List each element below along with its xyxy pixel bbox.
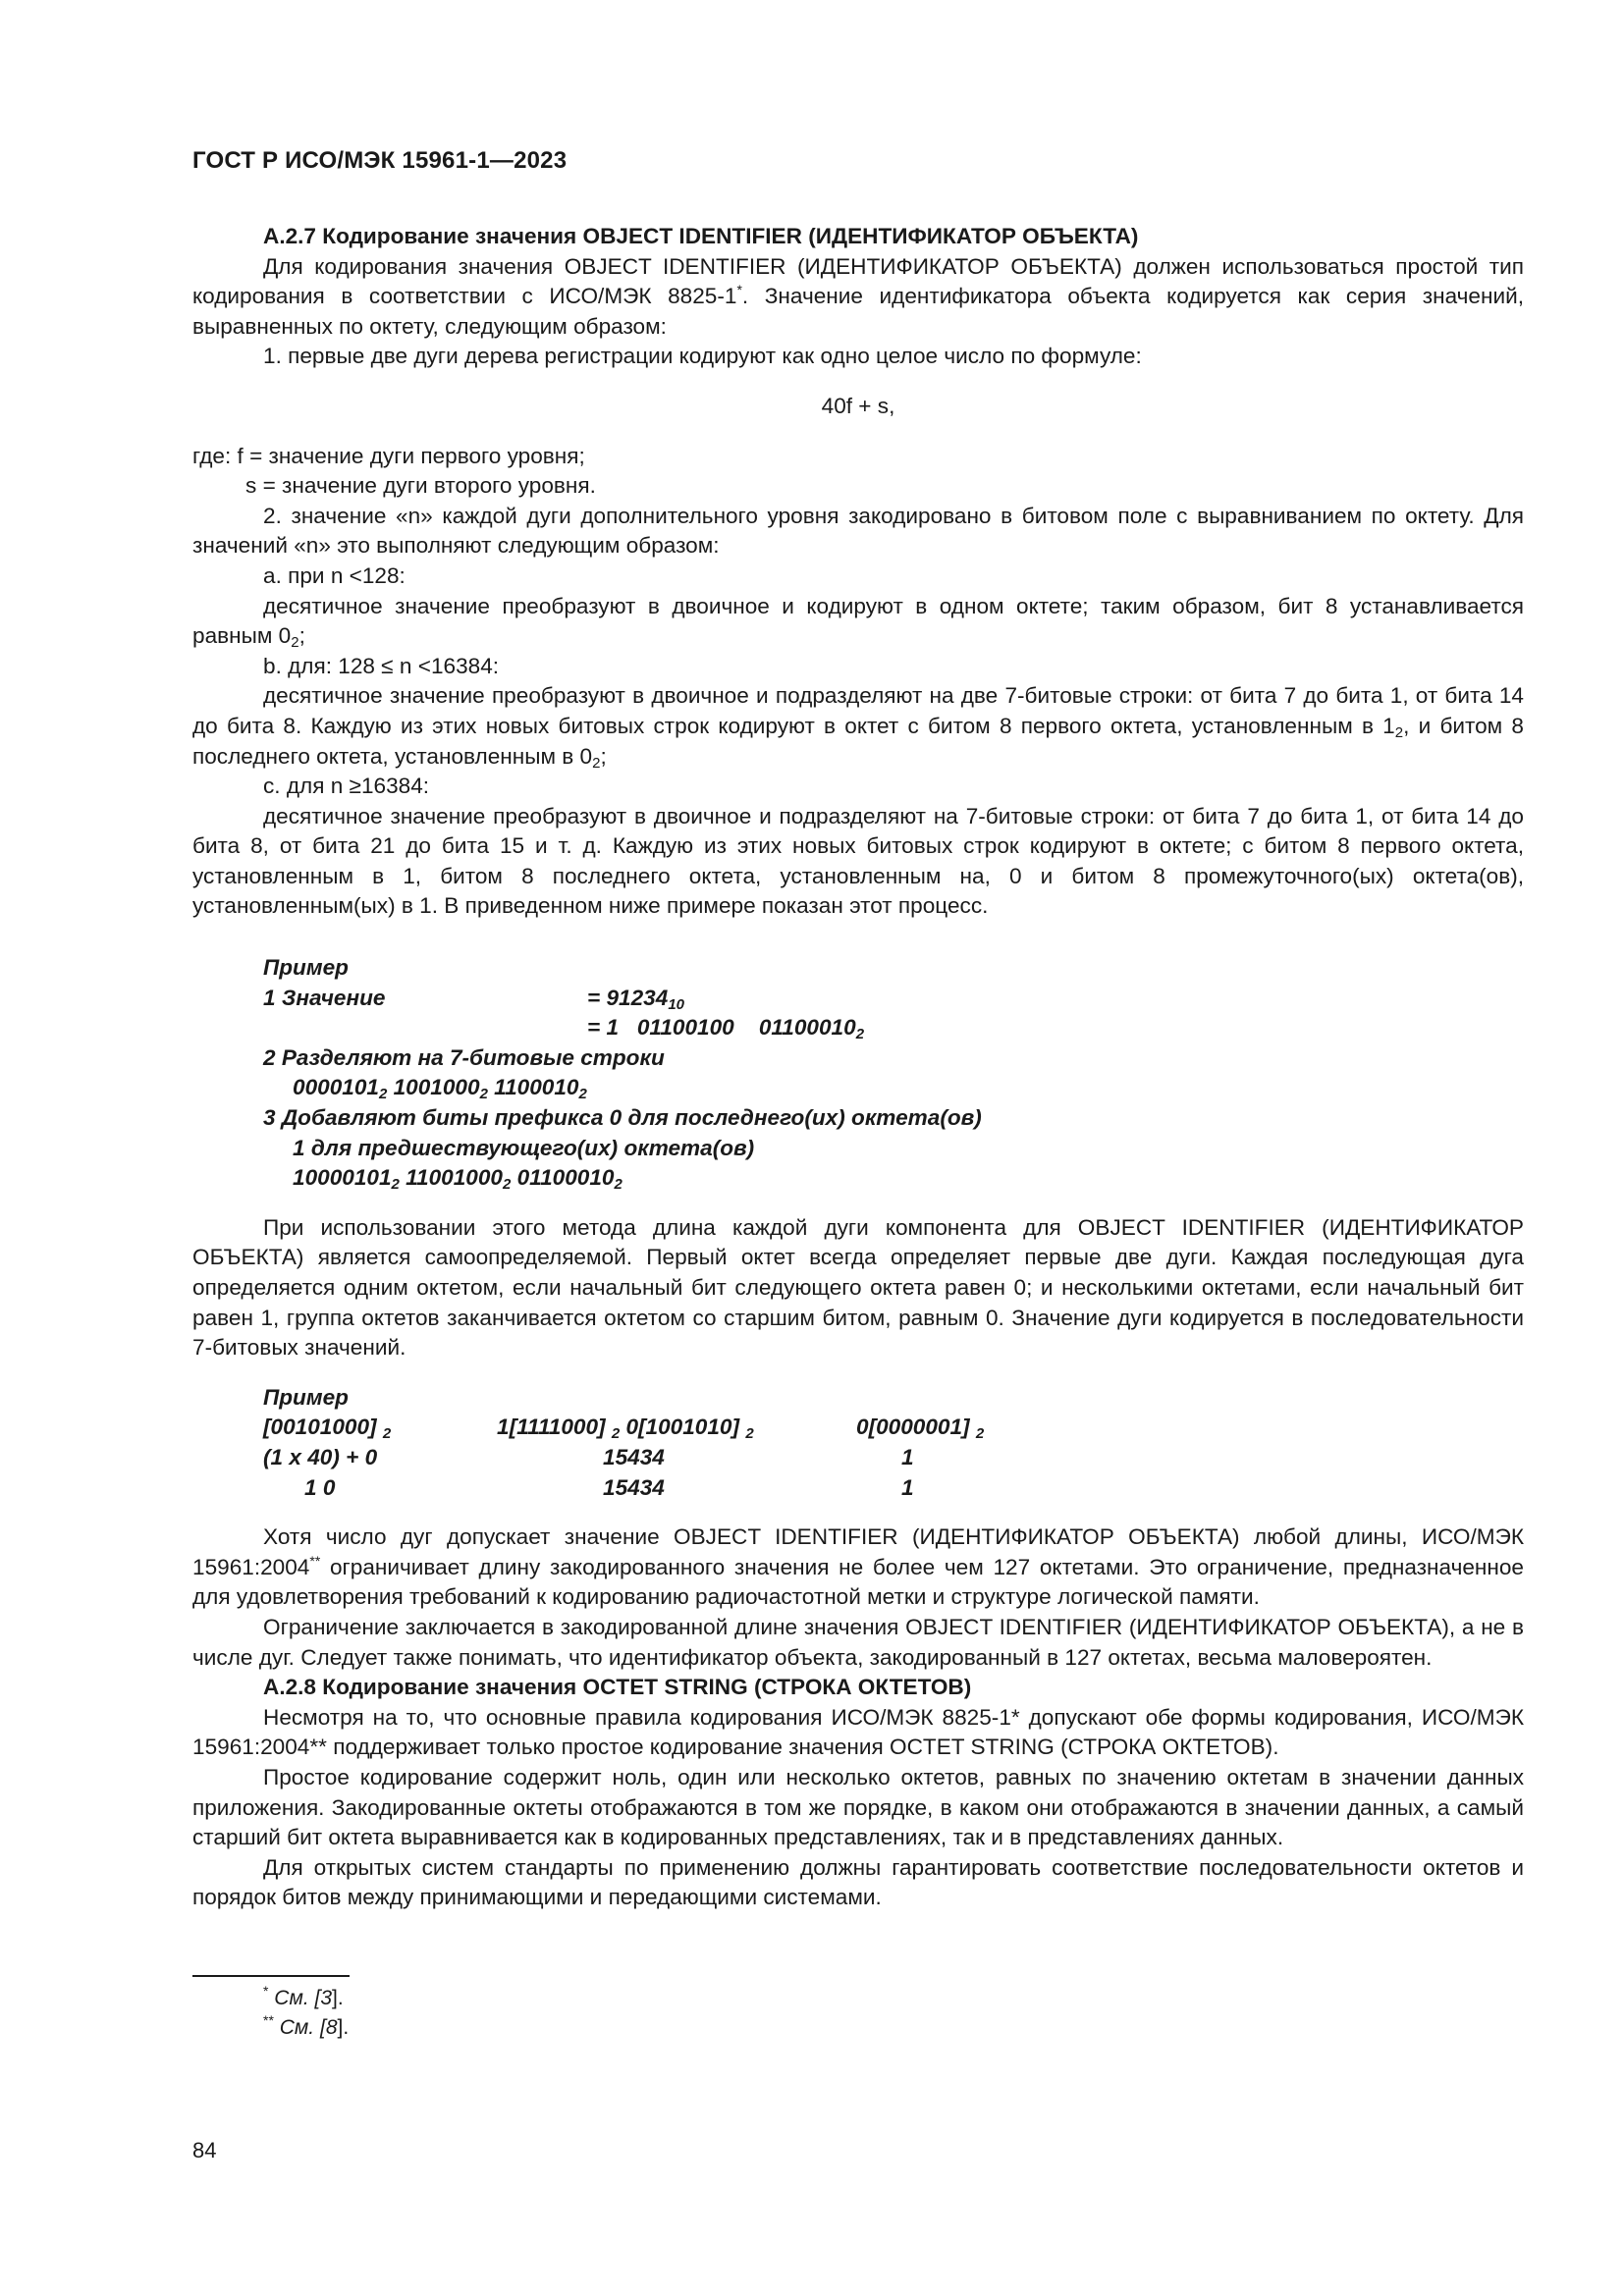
paragraph: Простое кодирование содержит ноль, один или несколько октетов, равных по значению октетам в значении данных приложения. Закодированные октеты отображаются в том же порядке, в каком они отображаются в значении данных, а самый старший бит октета выравнивается как в кодированных представлениях, так и в представлениях данных. — [192, 1764, 1524, 1850]
list-label: b. для: 128 ≤ n <16384: — [263, 653, 500, 678]
paragraph: 2. значение «n» каждой дуги дополнительного уровня закодировано в битовом поле с выравниванием по октету. Для значений «n» это выполняют следующим образом: — [192, 503, 1524, 559]
main-content — [192, 222, 1524, 1913]
formula: 40f + s, — [821, 393, 895, 418]
paragraph: десятичное значение преобразуют в двоичное и кодируют в одном октете; таким образом, бит 8 устанавливается равным $0_2$; — [192, 593, 1524, 652]
example-block-1: Пример 1 Значение = $91234_{10}$ = 1 01100100 $01100010_2$ 2 Разделяют на 7-битовые строки $0000101_2$ $1001000_2$ $1100010_2$ 3 Добавляют биты префикса 0 для последнего(их) октета(ов) 1 для предшествующего(их) октета(ов) $10000101_2$ $11001000_2$ $01100010_2$ — [263, 955, 982, 1194]
paragraph: 1. первые две дуги дерева регистрации кодируют как одно целое число по формуле: — [263, 344, 1142, 369]
example-title: Пример — [263, 955, 349, 981]
document-header: ГОСТ Р ИСО/МЭК 15961-1—2023 — [192, 147, 568, 174]
paragraph: десятичное значение преобразуют в двоичное и подразделяют на 7-битовые строки: от бита 7 до бита 1, от бита 14 до бита 8, от бита 21 до бита 15 и т. д. Каждую из этих новых битовых строк кодируют в октете; с битом 8 первого октета, установленным в 1, битом 8 последнего октета, установленным на, 0 и битом 8 промежуточного(ых) октета(ов), установленным(ых) в 1. В приведенном ниже примере показан этот процесс. — [192, 803, 1524, 919]
example-block-2: Пример [00101000] $_2$ 1[1111000] $_2$ 0[1001010] $_2$ 0[0000001] $_2$ (1 x 40) + 0 15434 1 1 0 15434 1 — [263, 1384, 985, 1500]
footnote-separator — [192, 1975, 350, 1977]
where-line: где: f = значение дуги первого уровня; — [192, 443, 585, 468]
paragraph: Для кодирования значения OBJECT IDENTIFIER (ИДЕНТИФИКАТОР ОБЪЕКТА) должен использоваться простой тип кодирования в соответствии с ИСО/МЭК 8825-1*. Значение идентификатора объекта кодируется как серия значений, выравненных по октету, следующим образом: — [192, 253, 1524, 339]
paragraph: Ограничение заключается в закодированной длине значения OBJECT IDENTIFIER (ИДЕНТИФИКАТОР ОБЪЕКТА), а не в числе дуг. Следует также понимать, что идентификатор объекта, закодированный в 127 октетах, весьма маловероятен. — [192, 1614, 1524, 1670]
footnote-2: ** См. [8]. — [263, 2012, 350, 2039]
paragraph: десятичное значение преобразуют в двоичное и подразделяют на две 7-битовые строки: от бита 7 до бита 1, от бита 14 до бита 8. Каждую из этих новых битовых строк кодируют в октет с битом 8 первого октета, установленным в $1_2$, и битом 8 последнего октета, установленным в $0_2$; — [192, 683, 1524, 772]
list-label: a. при n <128: — [263, 562, 406, 588]
example-title: Пример — [263, 1384, 349, 1410]
paragraph: Для открытых систем стандарты по применению должны гарантировать соответствие последовательности октетов и порядок битов между принимающими и передающими системами. — [192, 1854, 1524, 1910]
paragraph: Хотя число дуг допускает значение OBJECT IDENTIFIER (ИДЕНТИФИКАТОР ОБЪЕКТА) любой длины, ИСО/МЭК 15961:2004** ограничивает длину закодированного значения не более чем 127 октетами. Это ограничение, предназначенное для удовлетворения требований к кодированию радиочастотной метки и структуре логической памяти. — [192, 1524, 1524, 1610]
section-heading-a27: А.2.7 Кодирование значения OBJECT IDENTIFIER (ИДЕНТИФИКАТОР ОБЪЕКТА) — [263, 224, 1139, 248]
section-heading-a28: А.2.8 Кодирование значения OCTET STRING (СТРОКА ОКТЕТОВ) — [263, 1675, 972, 1700]
footnote-1: * См. [3]. — [263, 1983, 344, 2009]
paragraph: Несмотря на то, что основные правила кодирования ИСО/МЭК 8825-1* допускают обе формы кодирования, ИСО/МЭК 15961:2004** поддерживает только простое кодирование значения OCTET STRING (СТРОКА ОКТЕТОВ). — [192, 1704, 1524, 1760]
where-line: s = значение дуги второго уровня. — [245, 473, 596, 499]
paragraph: При использовании этого метода длина каждой дуги компонента для OBJECT IDENTIFIER (ИДЕНТИФИКАТОР ОБЪЕКТА) является самоопределяемой. Первый октет всегда определяет первые две дуги. Каждая последующая дуга определяется одним октетом, если начальный бит следующего октета равен 0; и несколькими октетами, если начальный бит равен 1, группа октетов заканчивается октетом со старшим битом, равным 0. Значение дуги кодируется в последовательности 7-битовых значений. — [192, 1214, 1524, 1361]
page-number: 84 — [192, 2138, 217, 2163]
list-label: c. для n ≥16384: — [263, 774, 430, 799]
